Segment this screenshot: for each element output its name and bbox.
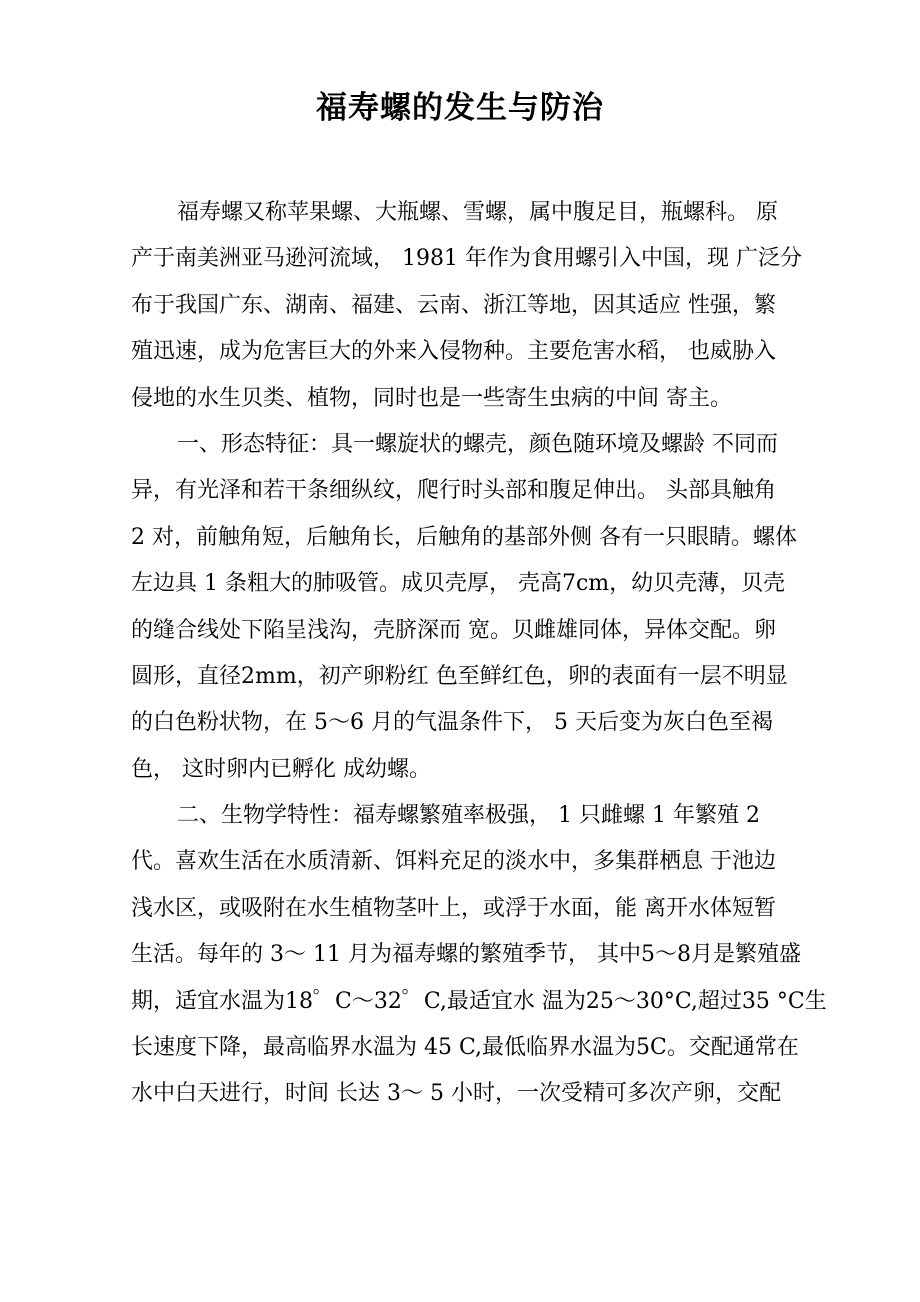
text-line: 2 对，前触角短，后触角长，后触角的基部外侧 各有一只眼睛。螺体 — [131, 524, 797, 550]
text-line: 产于南美洲亚马逊河流域， 1981 年作为食用螺引入中国，现 广泛分 — [131, 246, 802, 272]
text-line: 一、形态特征：具一螺旋状的螺壳，颜色随环境及螺龄 不同而 — [177, 431, 778, 457]
text-line: 生活。每年的 3～ 11 月为福寿螺的繁殖季节， 其中5～8月是繁殖盛 — [131, 942, 801, 968]
text-line: 水中白天进行，时间 长达 3～ 5 小时，一次受精可多次产卵，交配 — [131, 1081, 781, 1107]
document-title: 福寿螺的发生与防治 — [316, 90, 604, 126]
text-line: 浅水区，或吸附在水生植物茎叶上，或浮于水面，能 离开水体短暂 — [131, 895, 776, 921]
text-line: 代。喜欢生活在水质清新、饵料充足的淡水中，多集群栖息 于池边 — [131, 849, 776, 875]
paragraph-morphology — [131, 422, 797, 793]
text-line: 圆形，直径2mm，初产卵粉红 色至鲜红色，卵的表面有一层不明显 — [131, 663, 788, 689]
text-line: 侵地的水生贝类、植物，同时也是一些寄生虫病的中间 寄主。 — [131, 385, 732, 411]
text-line: 异，有光泽和若干条细纵纹，爬行时头部和腹足伸出。 头部具触角 — [131, 478, 776, 504]
text-line: 期，适宜水温为18゜C～32゜C,最适宜水 温为25～30°C,超过35 °C生 — [131, 988, 827, 1014]
text-line: 色， 这时卵内已孵化 成幼螺。 — [131, 756, 431, 782]
paragraph-intro — [131, 190, 802, 422]
paragraph-biology — [131, 793, 827, 1118]
text-line: 福寿螺又称苹果螺、大瓶螺、雪螺，属中腹足目，瓶螺科。 原 — [177, 200, 778, 225]
text-line: 二、生物学特性：福寿螺繁殖率极强， 1 只雌螺 1 年繁殖 2 — [177, 803, 760, 829]
text-line: 的白色粉状物，在 5～6 月的气温条件下， 5 天后变为灰白色至褐 — [131, 710, 773, 736]
text-line: 左边具 1 条粗大的肺吸管。成贝壳厚， 壳高7cm，幼贝壳薄，贝壳 — [131, 571, 786, 597]
document-body — [131, 190, 827, 1118]
text-line: 殖迅速，成为危害巨大的外来入侵物种。主要危害水稻， 也威胁入 — [131, 339, 776, 365]
text-line: 布于我国广东、湖南、福建、云南、浙江等地，因其适应 性强，繁 — [131, 292, 776, 318]
text-line: 长速度下降，最高临界水温为 45 C,最低临界水温为5C。交配通常在 — [131, 1035, 799, 1061]
text-line: 的缝合线处下陷呈浅沟，壳脐深而 宽。贝雌雄同体，异体交配。卵 — [131, 617, 776, 643]
